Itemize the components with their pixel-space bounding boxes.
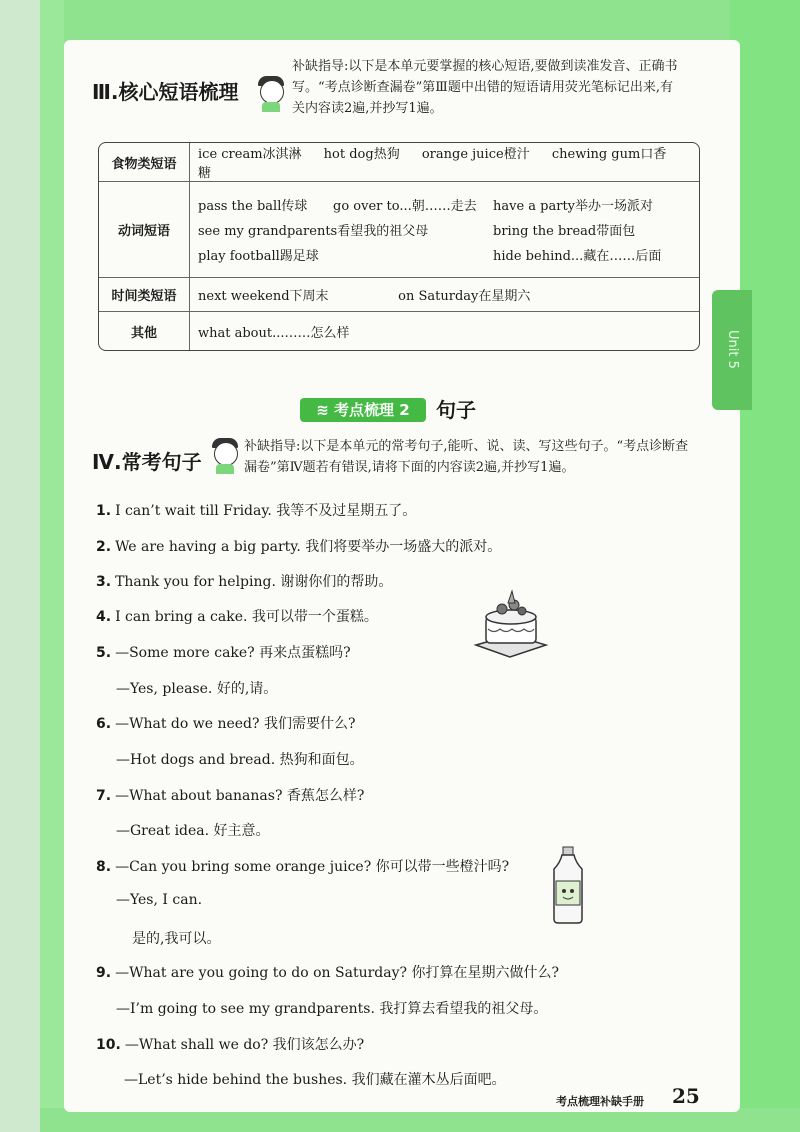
sentence-number: 1. (96, 503, 112, 519)
sentence-text: —I’m going to see my grandparents. 我打算去看望我的祖父母。 (116, 1001, 548, 1017)
table-row (99, 143, 699, 182)
row-items (190, 312, 699, 350)
row-items (190, 143, 699, 182)
phrase: have a party举办一场派对 (493, 199, 654, 214)
sentence-number: 9. (96, 965, 112, 981)
guide-line: 写。“考点诊断查漏卷”第Ⅲ题中出错的短语请用荧光笔标记出来,有 (292, 80, 673, 95)
sentence-item (96, 536, 501, 556)
sentence-item (116, 749, 364, 769)
section4-heading: Ⅳ.常考句子 (92, 450, 202, 474)
student-avatar-icon (256, 74, 286, 112)
phrase: ice cream冰淇淋 (198, 147, 302, 162)
sentence-number: 8. (96, 859, 112, 875)
sentence-text: Thank you for helping. 谢谢你们的帮助。 (115, 574, 393, 590)
sentence-text: —Hot dogs and bread. 热狗和面包。 (116, 752, 364, 768)
sentence-text: —What about bananas? 香蕉怎么样? (115, 788, 365, 804)
table-row (99, 278, 699, 312)
sentence-text: —Yes, please. 好的,请。 (116, 681, 278, 697)
sentence-item (96, 606, 378, 626)
section3-heading: Ⅲ.核心短语梳理 (92, 80, 239, 104)
sentence-text: We are having a big party. 我们将要举办一场盛大的派对。 (115, 539, 502, 555)
table-row (99, 182, 699, 278)
sentence-text: I can’t wait till Friday. 我等不及过星期五了。 (115, 503, 417, 519)
student-avatar-icon (210, 436, 240, 474)
cake-icon (470, 585, 550, 665)
phrase: what about...……怎么样 (198, 325, 350, 341)
row-label: 动词短语 (99, 182, 190, 278)
phrase: play football踢足球 (198, 249, 319, 264)
row-label: 其他 (99, 312, 190, 350)
row-label: 时间类短语 (99, 278, 190, 312)
sentence-item (132, 928, 220, 948)
sentence-number: 5. (96, 645, 112, 661)
phrase: bring the bread带面包 (493, 224, 636, 239)
sentence-text: —What do we need? 我们需要什么? (115, 716, 356, 732)
decor-right-band (730, 0, 800, 1132)
phrase: hot dog热狗 (323, 147, 400, 162)
phrase: orange juice橙汁 (421, 147, 530, 162)
sentence-text: I can bring a cake. 我可以带一个蛋糕。 (115, 609, 378, 625)
sentence-item (96, 785, 364, 805)
sentence-text: —What are you going to do on Saturday? 你打算在星期六做什么? (115, 965, 559, 981)
sentence-text: 是的,我可以。 (132, 931, 221, 947)
sentence-text: —Some more cake? 再来点蛋糕吗? (115, 645, 351, 661)
sentence-text: —Can you bring some orange juice? 你可以带一些橙汁吗? (115, 859, 510, 875)
sentence-item (96, 962, 559, 982)
decor-left-band (40, 0, 64, 1132)
row-items (190, 182, 699, 278)
sentence-number: 10. (96, 1037, 121, 1053)
section-banner: ≋ 考点梳理 2 (300, 398, 426, 422)
sentence-item (124, 1069, 506, 1089)
sentence-item (96, 642, 351, 662)
sentence-item (116, 678, 277, 698)
section3-guide (292, 56, 712, 119)
sentence-text: —Yes, I can. (116, 892, 203, 908)
sentence-text: —What shall we do? 我们该怎么办? (124, 1037, 365, 1053)
sentence-number: 4. (96, 609, 112, 625)
sentence-text: —Great idea. 好主意。 (116, 823, 270, 839)
guide-line: 补缺指导:以下是本单元要掌握的核心短语,要做到读准发音、正确书 (292, 59, 678, 74)
guide-line: 漏卷”第Ⅳ题若有错误,请将下面的内容读2遍,并抄写1遍。 (244, 460, 575, 475)
phrase: hide behind...藏在……后面 (493, 249, 662, 264)
phrase: go over to...朝……走去 (333, 199, 477, 214)
sentence-item (96, 571, 392, 591)
table-row (99, 312, 699, 350)
row-label: 食物类短语 (99, 143, 190, 182)
phrase-table (98, 142, 700, 351)
phrase: on Saturday在星期六 (398, 289, 531, 304)
juice-bottle-icon (548, 845, 588, 925)
book-title: 考点梳理补缺手册 (556, 1095, 644, 1108)
sentence-text: —Let’s hide behind the bushes. 我们藏在灌木丛后面吧。 (124, 1072, 506, 1088)
sentence-number: 6. (96, 716, 112, 732)
phrase: pass the ball传球 (198, 199, 308, 214)
guide-line: 补缺指导:以下是本单元的常考句子,能听、说、读、写这些句子。“考点诊断查 (244, 439, 689, 454)
phrase: next weekend下周末 (198, 289, 329, 304)
sentence-item (96, 500, 416, 520)
phrase: see my grandparents看望我的祖父母 (198, 224, 429, 239)
sentence-number: 3. (96, 574, 112, 590)
unit-tab-label: Unit 5 (725, 330, 740, 369)
page-number: 25 (672, 1084, 700, 1108)
row-items (190, 278, 699, 312)
sentence-item (96, 856, 509, 876)
guide-line: 关内容读2遍,并抄写1遍。 (292, 101, 443, 116)
phrase: chewing gum口香糖 (198, 147, 667, 181)
unit-side-tab (712, 290, 752, 410)
sentence-item (116, 820, 270, 840)
sentence-item (116, 998, 547, 1018)
sentence-number: 2. (96, 539, 112, 555)
sentence-item (116, 892, 202, 908)
sentence-item (96, 1034, 364, 1054)
section4-guide (244, 436, 714, 478)
sentence-item (96, 713, 355, 733)
banner-title: 句子 (436, 398, 476, 422)
sentence-number: 7. (96, 788, 112, 804)
